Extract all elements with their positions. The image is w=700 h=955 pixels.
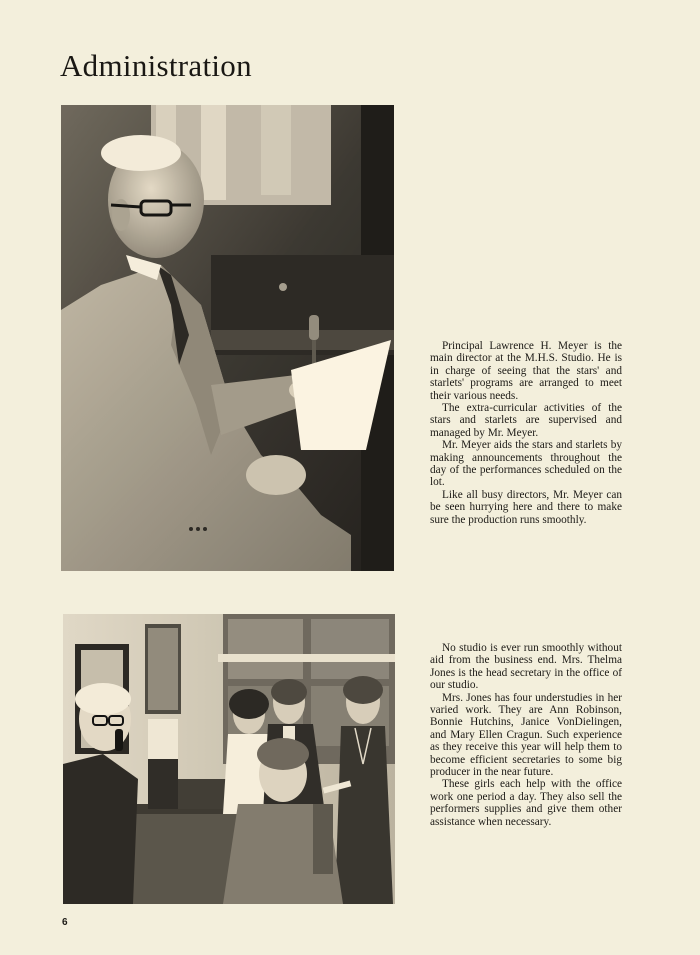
- paragraph: These girls each help with the office work one period a day. They also sell the performers supplies and give them other assistance when necessary.: [430, 778, 622, 828]
- office-staff-photo: [63, 614, 395, 904]
- office-caption: [430, 642, 622, 828]
- paragraph: No studio is ever run smoothly without aid from the business end. Mrs. Thelma Jones is the head secretary in the office of our studio.: [430, 642, 622, 692]
- paragraph: Mrs. Jones has four understudies in her varied work. They are Ann Robinson, Bonnie Hutchins, Janice VonDielingen, and Mary Ellen Cragun. Such experience as they receive this year will help them to become efficient secretaries to some big producer in the near future.: [430, 691, 622, 779]
- page-title: Administration: [60, 48, 252, 83]
- principal-photo: [61, 105, 394, 571]
- paragraph: Like all busy directors, Mr. Meyer can be seen hurrying here and there to make sure the production runs smoothly.: [430, 488, 622, 526]
- paragraph: Mr. Meyer aids the stars and starlets by making announcements throughout the day of the performances scheduled on the lot.: [430, 439, 622, 489]
- principal-caption: [430, 340, 622, 526]
- paragraph: Principal Lawrence H. Meyer is the main director at the M.H.S. Studio. He is in charge of seeing that the stars' and starlets' programs are arranged to meet their various needs.: [430, 340, 622, 402]
- paragraph: The extra-curricular activities of the stars and starlets are supervised and managed by Mr. Meyer.: [430, 402, 622, 439]
- page-number: 6: [62, 917, 68, 928]
